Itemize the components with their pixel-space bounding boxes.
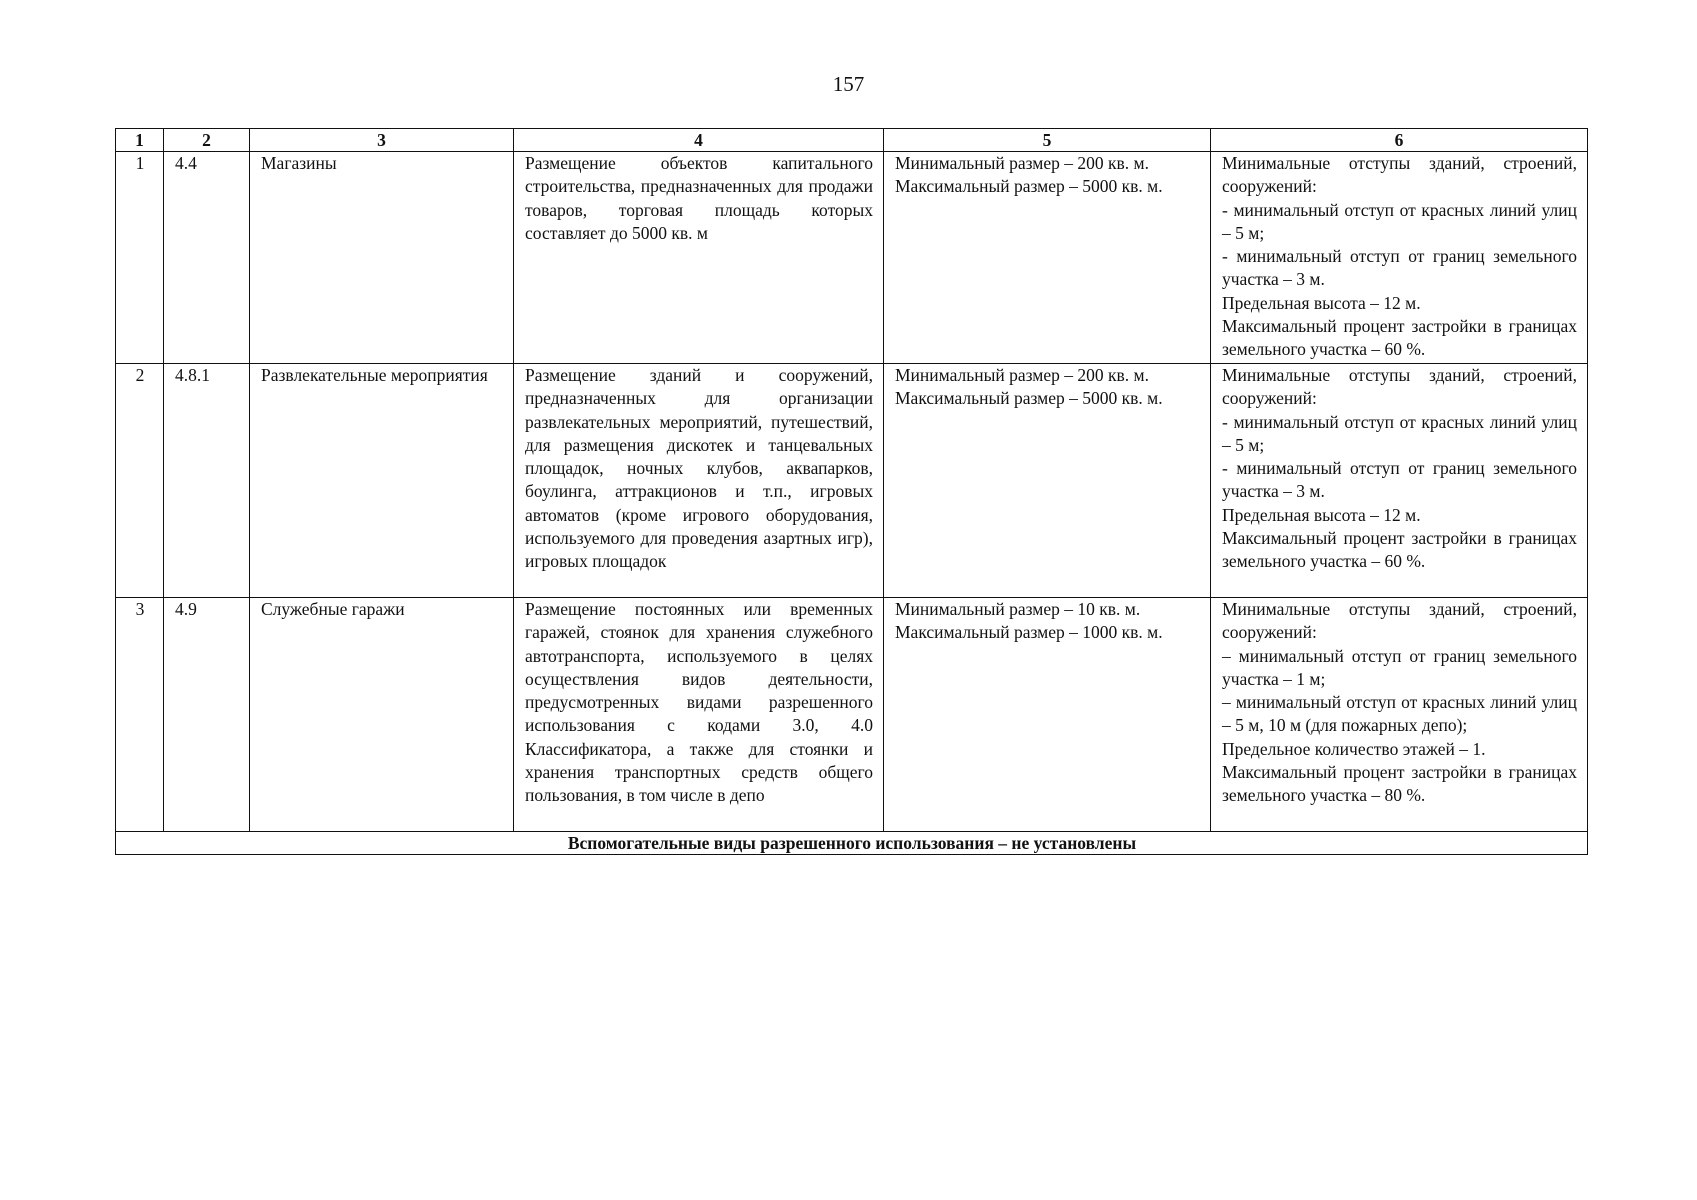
plot-size-min: Минимальный размер – 10 кв. м.	[895, 599, 1141, 619]
plot-size-min: Минимальный размер – 200 кв. м.	[895, 153, 1149, 173]
param-line: Минимальные отступы зданий, строений, сооружений:	[1222, 599, 1577, 643]
header-col-4: 4	[514, 129, 884, 152]
table-row	[116, 598, 1588, 832]
use-code: 4.8.1	[164, 364, 250, 598]
use-name: Магазины	[250, 152, 514, 364]
param-line: - минимальный отступ от красных линий улиц – 5 м;	[1222, 199, 1577, 243]
param-line: Максимальный процент застройки в границах земельного участка – 80 %.	[1222, 762, 1577, 806]
plot-size-cell	[884, 152, 1211, 364]
plot-size-cell	[884, 598, 1211, 832]
plot-size-cell	[884, 364, 1211, 598]
param-line: Максимальный процент застройки в границах земельного участка – 60 %.	[1222, 528, 1577, 572]
param-line: Предельное количество этажей – 1.	[1222, 738, 1486, 759]
param-line: – минимальный отступ от границ земельного участка – 1 м;	[1222, 645, 1577, 689]
param-line: – минимальный отступ от красных линий улиц – 5 м, 10 м (для пожарных депо);	[1222, 692, 1577, 736]
param-line: - минимальный отступ от границ земельного участка – 3 м.	[1222, 458, 1577, 502]
plot-size-max: Максимальный размер – 5000 кв. м.	[895, 388, 1163, 409]
header-col-5: 5	[884, 129, 1211, 152]
use-description: Размещение постоянных или временных гаражей, стоянок для хранения служебного автотранспорта, используемого в целях осуществления видов деятельности, предусмотренных видами разрешенного использования с кодами 3.0, 4.0 Классификатора, а также для стоянки и хранения транспортных средств общего пользования, в том числе в депо	[514, 598, 884, 832]
param-line: Минимальные отступы зданий, строений, сооружений:	[1222, 153, 1577, 197]
auxiliary-uses-note: Вспомогательные виды разрешенного использования – не установлены	[116, 832, 1588, 855]
param-line: Максимальный процент застройки в границах земельного участка – 60 %.	[1222, 316, 1577, 360]
header-col-6: 6	[1211, 129, 1588, 152]
use-code: 4.4	[164, 152, 250, 364]
build-params-cell	[1211, 364, 1588, 598]
use-name: Служебные гаражи	[250, 598, 514, 832]
use-description: Размещение зданий и сооружений, предназначенных для организации развлекательных мероприятий, путешествий, для размещения дискотек и танцевальных площадок, ночных клубов, аквапарков, боулинга, аттракционов и т.п., игровых автоматов (кроме игрового оборудования, используемого для проведения азартных игр), игровых площадок	[514, 364, 884, 598]
plot-size-max: Максимальный размер – 5000 кв. м.	[895, 176, 1163, 197]
row-number: 2	[116, 364, 164, 598]
use-name: Развлекательные мероприятия	[250, 364, 514, 598]
header-col-1: 1	[116, 129, 164, 152]
use-code: 4.9	[164, 598, 250, 832]
land-use-table	[115, 128, 1588, 855]
build-params-cell	[1211, 152, 1588, 364]
row-number: 1	[116, 152, 164, 364]
table-row	[116, 364, 1588, 598]
plot-size-max: Максимальный размер – 1000 кв. м.	[895, 622, 1163, 643]
header-col-3: 3	[250, 129, 514, 152]
param-line: Минимальные отступы зданий, строений, сооружений:	[1222, 365, 1577, 409]
param-line: - минимальный отступ от границ земельного участка – 3 м.	[1222, 246, 1577, 290]
param-line: - минимальный отступ от красных линий улиц – 5 м;	[1222, 411, 1577, 455]
build-params-cell	[1211, 598, 1588, 832]
header-col-2: 2	[164, 129, 250, 152]
table-row	[116, 152, 1588, 364]
param-line: Предельная высота – 12 м.	[1222, 292, 1421, 313]
page-number: 157	[832, 72, 865, 96]
use-description: Размещение объектов капитального строительства, предназначенных для продажи товаров, торговая площадь которых составляет до 5000 кв. м	[514, 152, 884, 364]
table-footer-row	[116, 832, 1588, 855]
param-line: Предельная высота – 12 м.	[1222, 504, 1421, 525]
plot-size-min: Минимальный размер – 200 кв. м.	[895, 365, 1149, 385]
table-header-row	[116, 129, 1588, 152]
row-number: 3	[116, 598, 164, 832]
